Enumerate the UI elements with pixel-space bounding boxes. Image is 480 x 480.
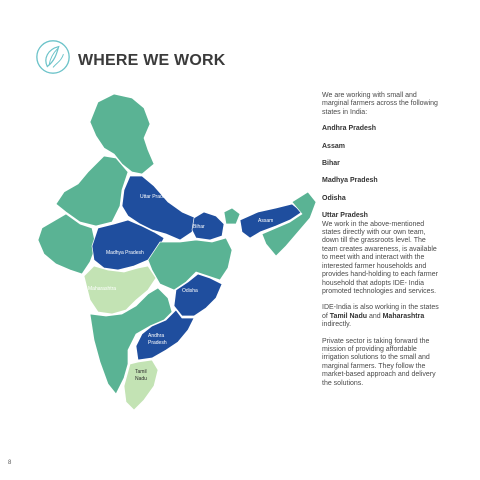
map-label-tamil-1: Tamil	[135, 369, 147, 375]
map-label-tamil-2: Nadu	[135, 376, 147, 382]
indirect-join: and	[367, 312, 383, 320]
indirect-suffix: indirectly.	[322, 321, 352, 329]
team-paragraph: We work in the above-mentioned states directly with our own team, down till the grassroots level. The team creates awareness, is available to meet with and interact with the interested farmer households and provides hand-holding to each farmer household that adopts IDE- India promoted technologies and services.	[322, 220, 438, 295]
india-map	[36, 94, 318, 414]
intro-paragraph: We are working with small and marginal farmers across the following states in India:	[322, 92, 438, 116]
map-label-bihar: Bihar	[193, 224, 205, 230]
map-label-uttar-pradesh: Uttar Pradesh	[140, 194, 171, 200]
indirect-paragraph	[322, 304, 440, 329]
page-header	[34, 38, 225, 76]
page-title: WHERE WE WORK	[78, 52, 226, 69]
map-label-andhra-1: Andhra	[148, 333, 165, 339]
indirect-state-maharashtra: Maharashtra	[382, 312, 425, 320]
indirect-prefix: IDE-India is also working in the states of	[322, 304, 439, 320]
state-madhya-pradesh: Madhya Pradesh	[322, 177, 378, 185]
text-column	[322, 92, 440, 396]
indirect-state-tamil-nadu: Tamil Nadu	[329, 312, 368, 320]
page-number: 8	[8, 460, 12, 466]
private-sector-paragraph: Private sector is taking forward the mission of providing affordable irrigation solutions to the small and marginal farmers. They follow the market-based approach and delivery the solutions.	[322, 337, 436, 387]
map-region-tamil-nadu	[124, 360, 158, 410]
state-andhra-pradesh: Andhra Pradesh	[322, 125, 377, 133]
map-label-maharashtra: Maharashtra	[88, 286, 117, 292]
map-label-assam: Assam	[258, 218, 274, 224]
map-label-andhra-2: Pradesh	[148, 340, 167, 346]
map-label-madhya-pradesh: Madhya Pradesh	[106, 250, 144, 256]
state-assam: Assam	[322, 142, 345, 150]
state-bihar: Bihar	[322, 160, 340, 168]
map-label-odisha: Odisha	[182, 288, 198, 294]
map-region-sikkim	[224, 208, 240, 224]
ide-leaf-logo-icon	[34, 38, 72, 76]
state-uttar-pradesh: Uttar Pradesh	[322, 212, 368, 220]
state-odisha: Odisha	[322, 194, 346, 202]
